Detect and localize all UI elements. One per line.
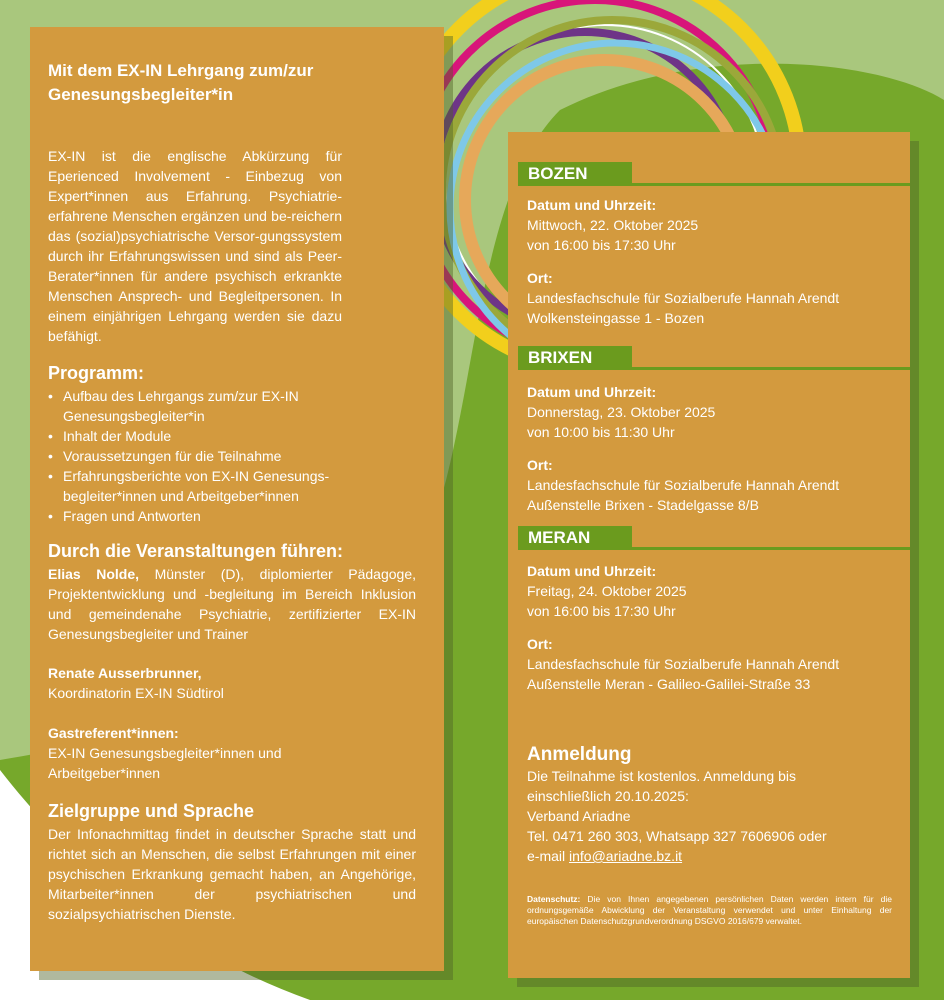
elias-text: Münster (D), diplomierter Pädagoge, Projektentwicklung und -begleitung im Bereich Inklusion und gemeindenahe Psychiatrie, zertifizierter EX-IN Genesungsbegleiter und Trainer [48,566,417,642]
guests-line1: EX-IN Genesungsbegleiter*innen und [48,745,282,761]
programm-heading: Programm: [48,363,145,383]
date-label: Datum und Uhrzeit: [527,384,657,400]
privacy-section [527,894,892,927]
list-item: • Inhalt der Module [48,426,368,446]
event-meran [527,561,892,694]
event-time: von 16:00 bis 17:30 Uhr [527,237,676,253]
guests-label: Gastreferent*innen: [48,725,179,741]
place-label: Ort: [527,636,553,652]
event-place-line2: Außenstelle Meran - Galileo-Galilei-Straße 33 [527,676,811,692]
registration-line1: Die Teilnahme ist kostenlos. Anmeldung bis [527,768,797,784]
privacy-text [527,894,892,927]
event-place-line1: Landesfachschule für Sozialberufe Hannah Arendt [527,290,840,306]
event-date: Donnerstag, 23. Oktober 2025 [527,404,716,420]
city-divider [632,367,910,370]
registration-line4: Tel. 0471 260 303, Whatsapp 327 7606906 oder [527,828,827,844]
privacy-body: Die von Ihnen angegebenen persönlichen Daten werden intern für die ordnungsgemäße Abwicklung der Veranstaltung verwendet und unter Einhaltung der europäischen Datenschutzgrundverordnung DSGVO 2016/679 verwaltet. [527,894,892,926]
main-title [48,59,416,107]
event-place-line2: Wolkensteingasse 1 - Bozen [527,310,705,326]
event-bozen [527,195,892,328]
city-label-bozen: BOZEN [518,162,632,186]
leaders-heading: Durch die Veranstaltungen führen: [48,541,344,561]
place-label: Ort: [527,457,553,473]
renate-role: Koordinatorin EX-IN Südtirol [48,685,224,701]
registration-heading: Anmeldung [527,744,632,765]
list-item: • Fragen und Antworten [48,506,368,526]
registration-section [527,744,892,866]
event-time: von 16:00 bis 17:30 Uhr [527,603,676,619]
renate-name: Renate Ausserbrunner, [48,665,202,681]
audience-text: Der Infonachmittag findet in deutscher Sprache statt und richtet sich an Menschen, die selbst Erfahrungen mit einer psychischen Erkrankung gemacht haben, an Angehörige, Mitarbeiter*innen der psychiatrischen und sozialpsychiatrischen Dienste. [48,826,416,922]
main-title-line1: Mit dem EX-IN Lehrgang zum/zur [48,61,314,80]
email-prefix: e-mail [527,848,570,864]
event-place-line1: Landesfachschule für Sozialberufe Hannah Arendt [527,477,840,493]
event-brixen [527,382,892,515]
date-label: Datum und Uhrzeit: [527,197,657,213]
city-label-brixen: BRIXEN [518,346,632,370]
list-item: • Voraussetzungen für die Teilnahme [48,446,368,466]
list-item: • Aufbau des Lehrgangs zum/zur EX-IN Genesungsbegleiter*in [48,386,368,426]
event-place-line2: Außenstelle Brixen - Stadelgasse 8/B [527,497,759,513]
audience-heading: Zielgruppe und Sprache [48,801,255,821]
email-link[interactable]: info@ariadne.bz.it [569,848,683,864]
date-label: Datum und Uhrzeit: [527,563,657,579]
privacy-label: Datenschutz: [527,894,581,904]
event-date: Freitag, 24. Oktober 2025 [527,583,687,599]
city-label-meran: MERAN [518,526,632,550]
registration-line3: Verband Ariadne [527,808,631,824]
events-panel [508,132,910,978]
event-date: Mittwoch, 22. Oktober 2025 [527,217,699,233]
programm-list [48,386,368,526]
registration-line2: einschließlich 20.10.2025: [527,788,689,804]
main-title-line2: Genesungsbegleiter*in [48,85,234,104]
guests-line2: Arbeitgeber*innen [48,765,161,781]
event-place-line1: Landesfachschule für Sozialberufe Hannah Arendt [527,656,840,672]
list-item: • Erfahrungsberichte von EX-IN Genesungs-begleiter*innen und Arbeitgeber*innen [48,466,368,506]
info-panel [30,27,444,971]
event-time: von 10:00 bis 11:30 Uhr [527,424,675,440]
place-label: Ort: [527,270,553,286]
intro-text: EX-IN ist die englische Abkürzung für Eperienced Involvement - Einbezug von Expert*innen aus Erfahrung. Psychiatrie-erfahrene Menschen ergänzen und be-reichern das (sozial)psychiatrische Versor-gungssystem durch ihr Erfahrungswissen und sind als Peer-Berater*innen für andere psychisch erkrankte Menschen Ansprech- und Begleitpersonen. In einem einjährigen Lehrgang werden sie dazu befähigt. [48,148,342,344]
city-divider [632,547,910,550]
city-divider [632,183,910,186]
elias-name: Elias Nolde, [48,566,140,582]
registration-email-line [527,846,892,866]
elias-bio [48,564,416,644]
